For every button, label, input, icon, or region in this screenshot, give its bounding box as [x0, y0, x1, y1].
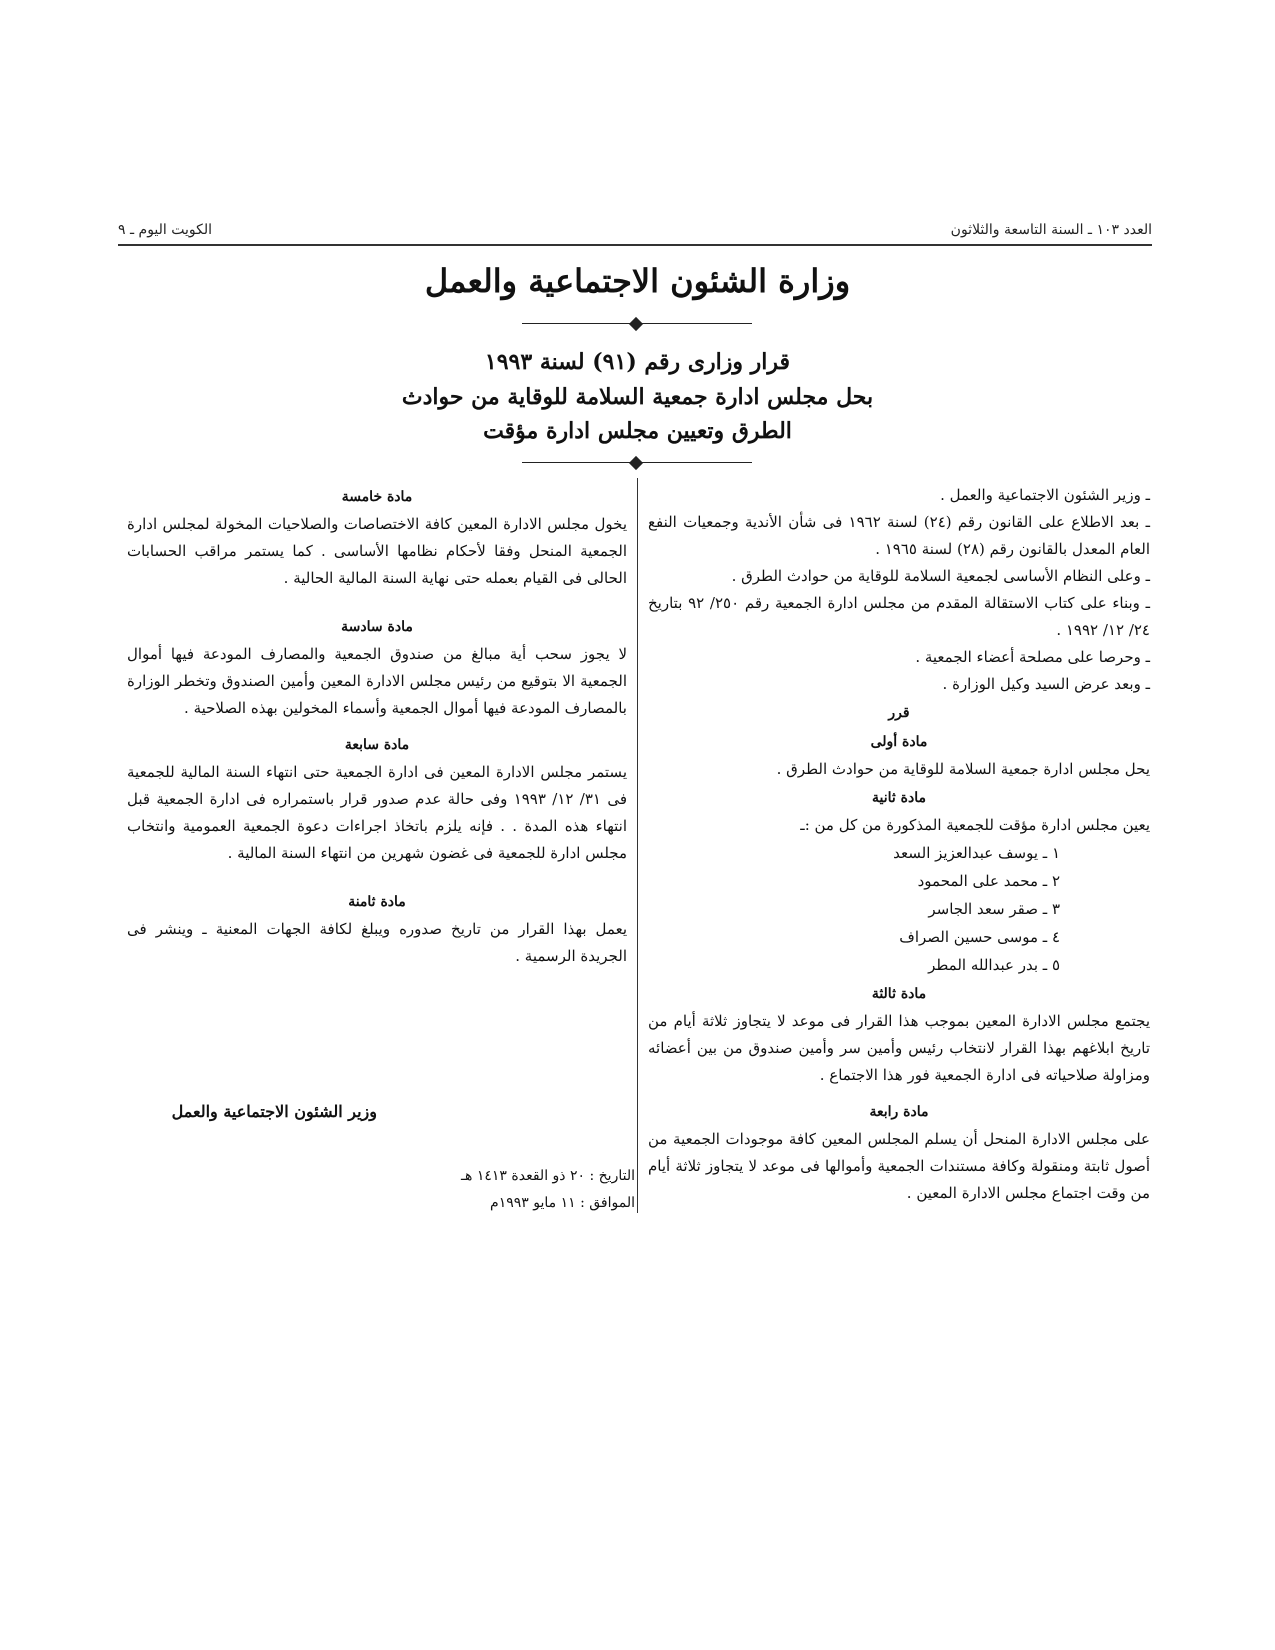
right-column	[648, 482, 1150, 1227]
article-title: مادة ثانية	[872, 790, 926, 806]
date-gregorian: الموافق : ١١ مايو ١٩٩٣م	[490, 1195, 635, 1211]
article-text: يجتمع مجلس الادارة المعين بموجب هذا القرار فى موعد لا يتجاوز ثلاثة أيام من تاريخ ابلاغهم بهذا القرار لانتخاب رئيس وأمين سر وأمين صندوق من بين أعضائه ومزاولة صلاحياته فى ادارة الجمعية فور هذا الاجتماع .	[648, 1012, 1150, 1084]
minister-line: ـ وزير الشئون الاجتماعية والعمل .	[940, 486, 1150, 504]
article-text: يحل مجلس ادارة جمعية السلامة للوقاية من حوادث الطرق .	[776, 760, 1150, 778]
issue-number: العدد ١٠٣ ـ السنة التاسعة والثلاثون	[950, 222, 1152, 238]
list-item: ٤ ـ موسى حسين الصراف	[899, 928, 1060, 946]
article-title: مادة ثامنة	[348, 894, 406, 910]
article-title: مادة سابعة	[344, 737, 410, 753]
decree-subject-line2: الطرق وتعيين مجلس ادارة مؤقت	[483, 418, 792, 444]
article-title: مادة سادسة	[341, 619, 413, 635]
decree-title: قرار وزارى رقم (٩١) لسنة ١٩٩٣	[484, 349, 791, 375]
article-title: مادة أولى	[870, 734, 928, 750]
recital: ـ وعلى النظام الأساسى لجمعية السلامة للوقاية من حوادث الطرق .	[731, 567, 1150, 585]
list-item: ١ ـ يوسف عبدالعزيز السعد	[893, 844, 1060, 862]
article-text: يعين مجلس ادارة مؤقت للجمعية المذكورة من كل من :ـ	[800, 816, 1150, 834]
recital: ـ بعد الاطلاع على القانون رقم (٢٤) لسنة ١٩٦٢ فى شأن الأندية وجمعيات النفع العام المعدل بالقانون رقم (٢٨) لسنة ١٩٦٥ .	[648, 513, 1150, 558]
page-header	[118, 222, 1152, 244]
article-title: مادة رابعة	[869, 1104, 929, 1120]
date-hijri: التاريخ : ٢٠ ذو القعدة ١٤١٣ هـ	[460, 1168, 635, 1184]
article-title: مادة ثالثة	[871, 986, 927, 1002]
list-item: ٥ ـ بدر عبدالله المطر	[928, 956, 1060, 974]
article-text: يخول مجلس الادارة المعين كافة الاختصاصات والصلاحيات المخولة لمجلس ادارة الجمعية المنحل وفقا لأحكام نظامها الأساسى . كما يستمر مراقب الحسابات الحالى فى القيام بعمله حتى نهاية السنة المالية الحالية .	[127, 515, 627, 587]
members-list	[648, 839, 1150, 979]
gazette-page: الكويت اليوم ـ ٩	[118, 222, 213, 238]
decided-heading: قرر	[888, 705, 910, 721]
recital: ـ وبعد عرض السيد وكيل الوزارة .	[942, 675, 1150, 693]
column-divider	[637, 478, 638, 1213]
article-text: يستمر مجلس الادارة المعين فى ادارة الجمعية حتى انتهاء السنة المالية للجمعية فى ٣١/ ١٢/ ١٩٩٣ وفى حالة عدم صدور قرار باستمراره فى ادارة الجمعية قبل انتهاء هذه المدة . . فإنه يلزم باتخاذ اجراءات دعوة الجمعية العمومية وانتخاب مجلس ادارة للجمعية فى غضون شهرين من انتهاء السنة المالية .	[127, 763, 628, 862]
recital: ـ وبناء على كتاب الاستقالة المقدم من مجلس ادارة الجمعية رقم ٢٥٠/ ٩٢ بتاريخ ٢٤/ ١٢/ ١٩٩٢ .	[648, 594, 1151, 639]
decree-dates	[395, 1163, 635, 1217]
list-item: ٢ ـ محمد على المحمود	[917, 872, 1060, 890]
ornament-divider	[522, 319, 752, 329]
header-rule	[118, 244, 1152, 246]
recital: ـ وحرصا على مصلحة أعضاء الجمعية .	[915, 648, 1150, 666]
article-text: على مجلس الادارة المنحل أن يسلم المجلس المعين كافة موجودات الجمعية من أصول ثابتة ومنقولة وكافة مستندات الجمعية وأموالها فى موعد لا يتجاوز ثلاثة أيام من وقت اجتماع مجلس الادارة المعين .	[648, 1130, 1150, 1202]
minister-signature: وزير الشئون الاجتماعية والعمل	[171, 1102, 377, 1121]
list-item: ٣ ـ صقر سعد الجاسر	[928, 900, 1060, 918]
decree-subject-line1: بحل مجلس ادارة جمعية السلامة للوقاية من حوادث	[401, 384, 874, 410]
article-text: لا يجوز سحب أية مبالغ من صندوق الجمعية والمصارف المودعة فيها أموال الجمعية الا بتوقيع من رئيس مجلس الادارة المعين وأمين الصندوق وتخطر الوزارة بالمصارف المودعة فيها أموال الجمعية وأسماء المخولين بهذه الصلاحية .	[127, 645, 627, 717]
ornament-divider	[522, 458, 752, 468]
article-text: يعمل بهذا القرار من تاريخ صدوره ويبلغ لكافة الجهات المعنية ـ وينشر فى الجريدة الرسمية .	[127, 920, 627, 965]
article-title: مادة خامسة	[341, 489, 413, 505]
ministry-title: وزارة الشئون الاجتماعية والعمل	[424, 262, 851, 300]
